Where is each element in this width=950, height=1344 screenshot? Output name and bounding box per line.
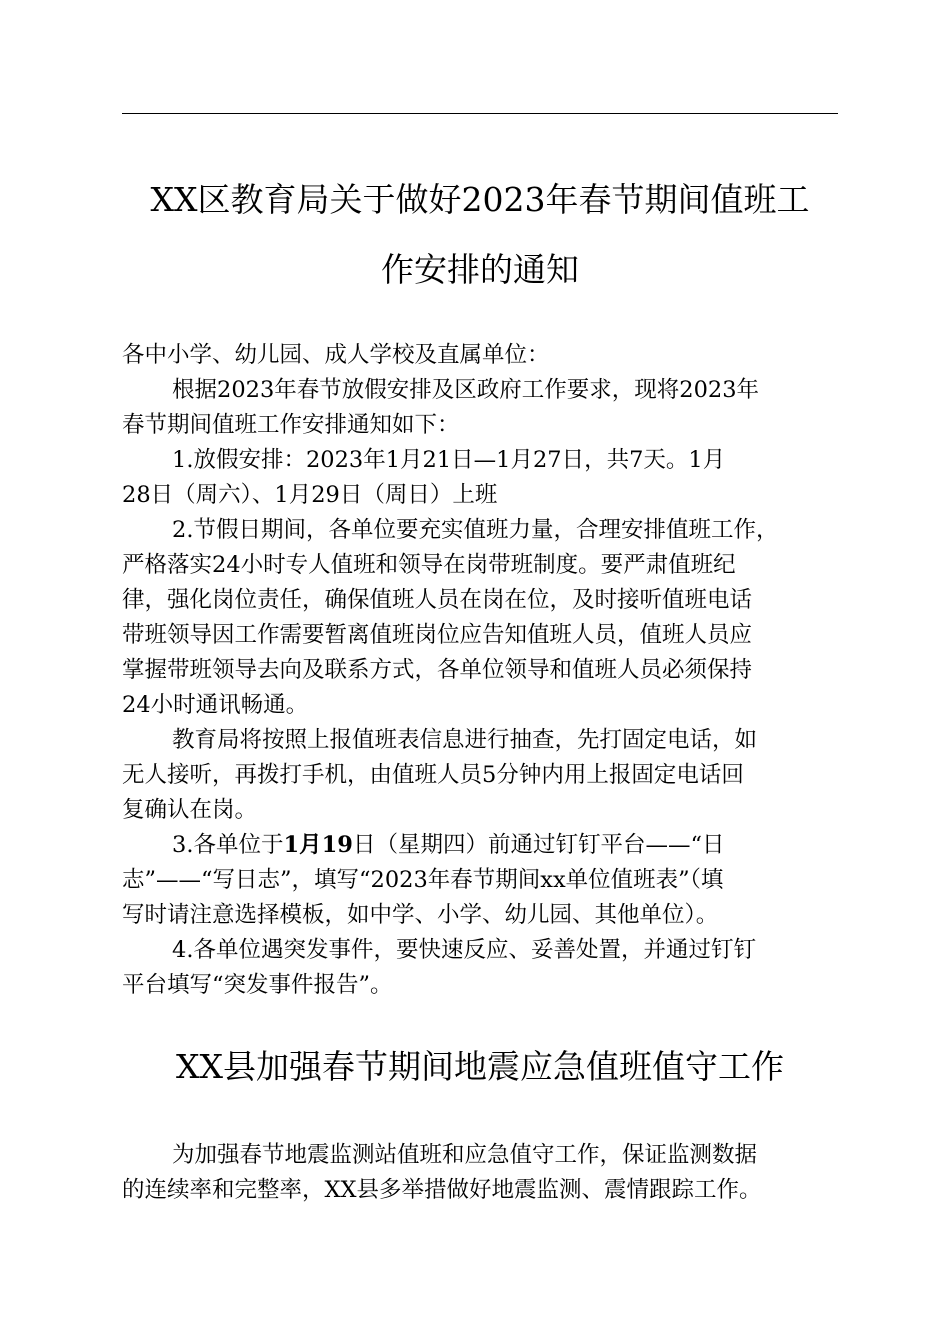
item4-line2: 平台填写“突发事件报告”。 — [122, 972, 393, 998]
check-line2: 无人接听，再拨打手机，由值班人员5分钟内用上报固定电话回 — [122, 762, 744, 788]
item4-line1: 4.各单位遇突发事件，要快速反应、妥善处置，并通过钉钉 — [172, 937, 756, 963]
intro-line1: 根据2023年春节放假安排及区政府工作要求，现将2023年 — [172, 377, 760, 403]
item3-line3: 写时请注意选择模板，如中学、小学、幼儿园、其他单位）。 — [122, 902, 719, 928]
item1-line2: 28日（周六）、1月29日（周日）上班 — [122, 482, 498, 508]
section2-line2: 的连续率和完整率，XX县多举措做好地震监测、震情跟踪工作。 — [122, 1177, 762, 1203]
header-rule — [122, 113, 838, 114]
section2-line1: 为加强春节地震监测站值班和应急值守工作，保证监测数据 — [172, 1142, 758, 1168]
item3-line1 — [122, 828, 838, 862]
item2-line2: 严格落实24小时专人值班和领导在岗带班制度。要严肃值班纪 — [122, 552, 736, 578]
document-title-line1: XX区教育局关于做好2023年春节期间值班工 — [150, 180, 810, 219]
check-line3: 复确认在岗。 — [122, 797, 258, 823]
item2-line5: 掌握带班领导去向及联系方式，各单位领导和值班人员必须保持 — [122, 657, 753, 683]
item3-date: 1月19 — [283, 832, 353, 858]
item2-line3: 律，强化岗位责任，确保值班人员在岗在位，及时接听值班电话 — [122, 587, 753, 613]
document-title-line2: 作安排的通知 — [381, 250, 579, 289]
intro-line2: 春节期间值班工作安排通知如下： — [122, 412, 460, 438]
item2-line6: 24小时通讯畅通。 — [122, 692, 309, 718]
item2-line4: 带班领导因工作需要暂离值班岗位应告知值班人员，值班人员应 — [122, 622, 753, 648]
item3-prefix: 3.各单位于 — [172, 832, 284, 858]
item1-line1: 1.放假安排：2023年1月21日—1月27日，共7天。1月 — [172, 447, 726, 473]
item2-line1: 2.节假日期间，各单位要充实值班力量，合理安排值班工作， — [172, 517, 779, 543]
item3-line2: 志”——“写日志”，填写“2023年春节期间xx单位值班表”（填 — [122, 867, 724, 893]
salutation: 各中小学、幼儿园、成人学校及直属单位： — [122, 342, 550, 368]
item3-suffix: 日（星期四）前通过钉钉平台——“日 — [352, 832, 725, 858]
check-line1: 教育局将按照上报值班表信息进行抽查，先打固定电话，如 — [172, 727, 758, 753]
section2-title: XX县加强春节期间地震应急值班值守工作 — [176, 1047, 784, 1086]
